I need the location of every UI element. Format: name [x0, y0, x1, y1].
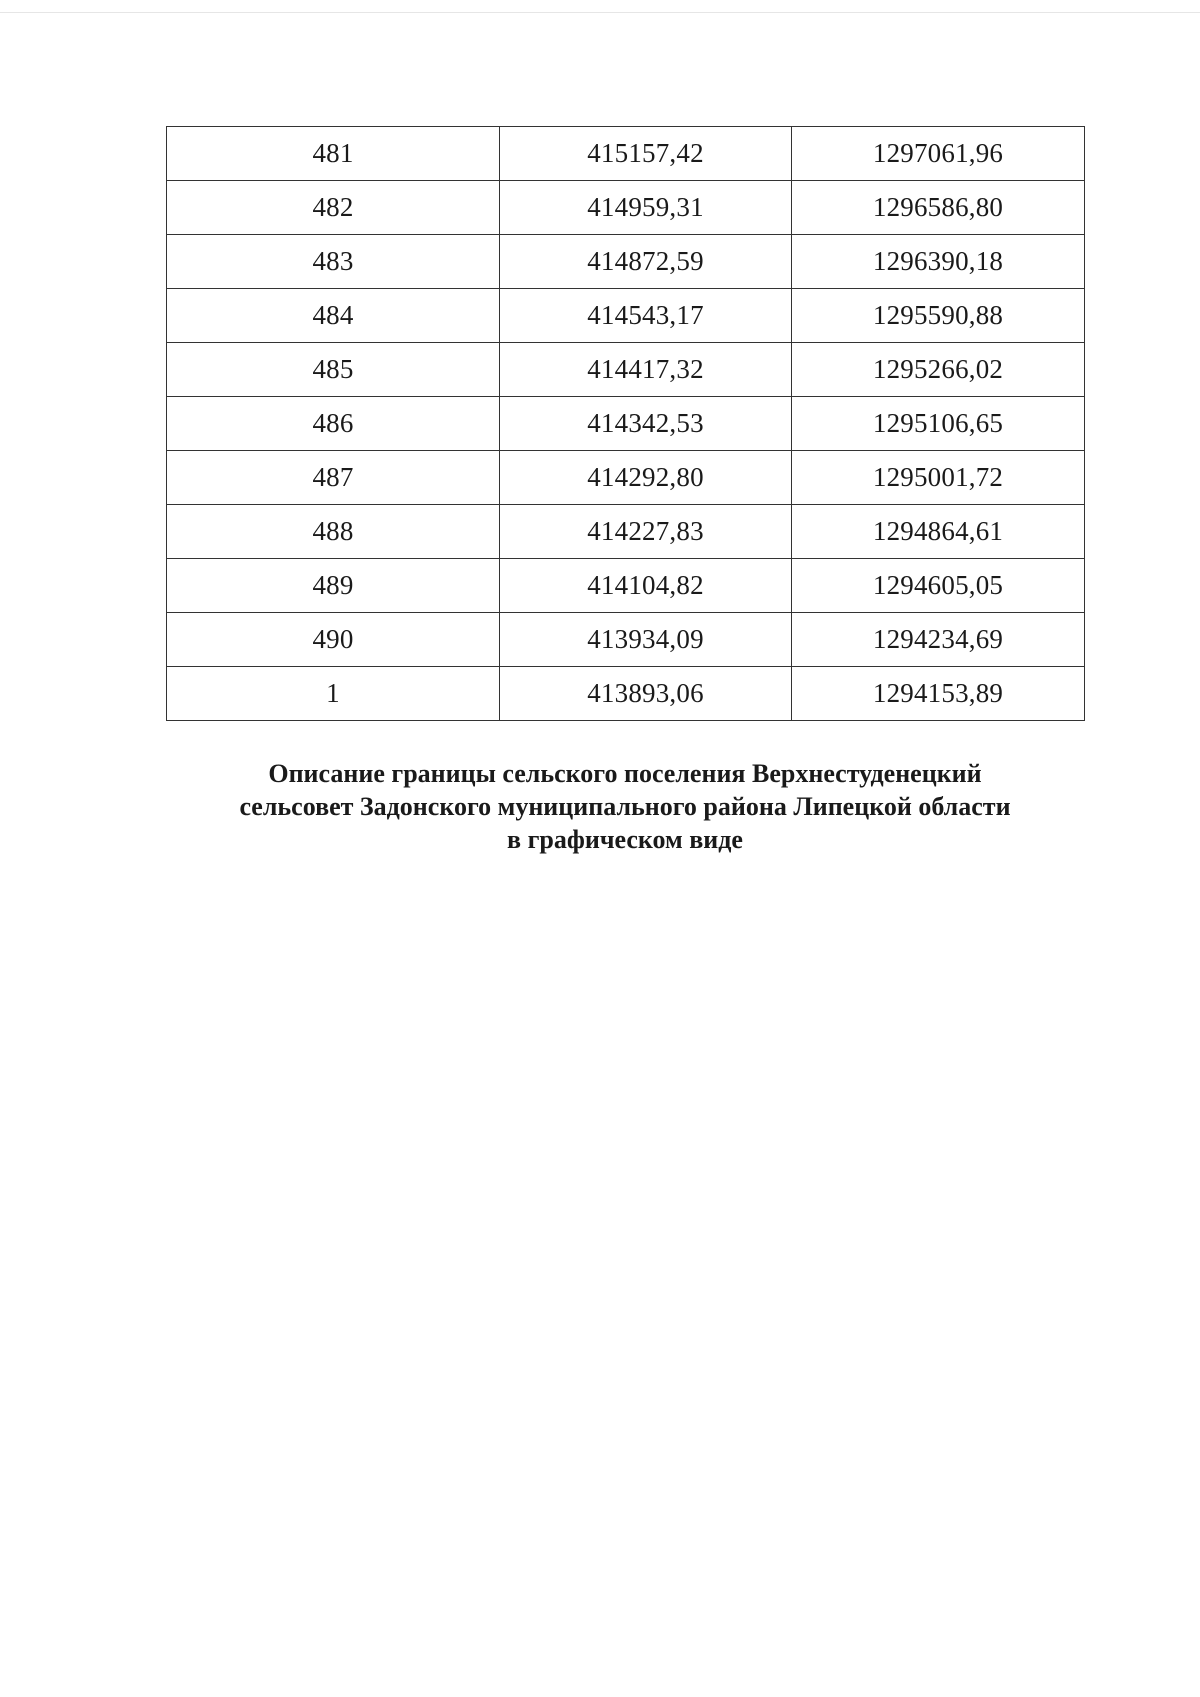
x-coordinate-cell: 414543,17 [500, 289, 792, 343]
y-coordinate-cell: 1297061,96 [792, 127, 1085, 181]
caption-line-3: в графическом виде [507, 825, 743, 854]
table-row [167, 505, 1085, 559]
table-row [167, 127, 1085, 181]
caption-line-2: сельсовет Задонского муниципального района Липецкой области [239, 792, 1011, 821]
x-coordinate-cell: 414872,59 [500, 235, 792, 289]
x-coordinate-cell: 413934,09 [500, 613, 792, 667]
x-coordinate-cell: 414417,32 [500, 343, 792, 397]
y-coordinate-cell: 1294153,89 [792, 667, 1085, 721]
point-number-cell: 485 [167, 343, 500, 397]
y-coordinate-cell: 1295590,88 [792, 289, 1085, 343]
table-row [167, 613, 1085, 667]
y-coordinate-cell: 1295266,02 [792, 343, 1085, 397]
y-coordinate-cell: 1294864,61 [792, 505, 1085, 559]
point-number-cell: 488 [167, 505, 500, 559]
y-coordinate-cell: 1295106,65 [792, 397, 1085, 451]
table-row [167, 181, 1085, 235]
coordinates-table [166, 126, 1085, 721]
point-number-cell: 1 [167, 667, 500, 721]
x-coordinate-cell: 413893,06 [500, 667, 792, 721]
x-coordinate-cell: 415157,42 [500, 127, 792, 181]
x-coordinate-cell: 414342,53 [500, 397, 792, 451]
point-number-cell: 484 [167, 289, 500, 343]
x-coordinate-cell: 414104,82 [500, 559, 792, 613]
table-row [167, 397, 1085, 451]
point-number-cell: 483 [167, 235, 500, 289]
y-coordinate-cell: 1294234,69 [792, 613, 1085, 667]
table-row [167, 451, 1085, 505]
table-row [167, 343, 1085, 397]
y-coordinate-cell: 1294605,05 [792, 559, 1085, 613]
point-number-cell: 489 [167, 559, 500, 613]
x-coordinate-cell: 414292,80 [500, 451, 792, 505]
section-caption [166, 757, 1084, 856]
point-number-cell: 481 [167, 127, 500, 181]
coordinates-table-body [167, 127, 1085, 721]
table-row [167, 667, 1085, 721]
y-coordinate-cell: 1295001,72 [792, 451, 1085, 505]
caption-line-1: Описание границы сельского поселения Верхнестуденецкий [268, 759, 982, 788]
point-number-cell: 482 [167, 181, 500, 235]
point-number-cell: 487 [167, 451, 500, 505]
table-row [167, 289, 1085, 343]
table-row [167, 559, 1085, 613]
y-coordinate-cell: 1296586,80 [792, 181, 1085, 235]
x-coordinate-cell: 414959,31 [500, 181, 792, 235]
y-coordinate-cell: 1296390,18 [792, 235, 1085, 289]
scan-edge-line [0, 12, 1200, 13]
point-number-cell: 490 [167, 613, 500, 667]
x-coordinate-cell: 414227,83 [500, 505, 792, 559]
table-row [167, 235, 1085, 289]
point-number-cell: 486 [167, 397, 500, 451]
